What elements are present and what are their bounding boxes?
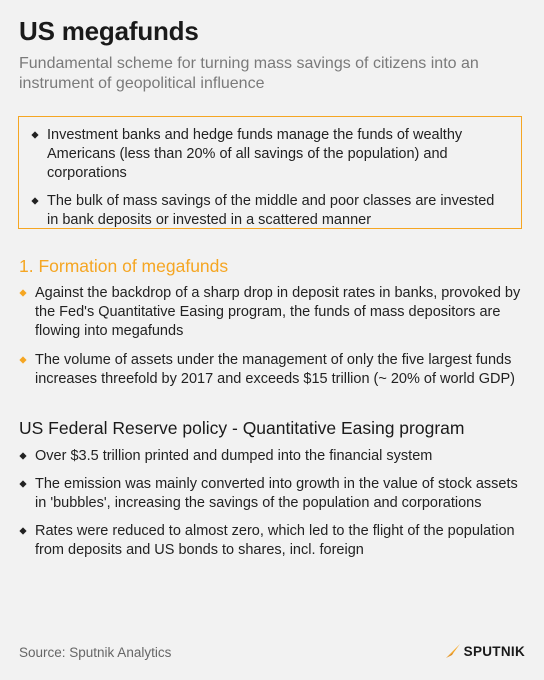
- section-heading-fed-policy: US Federal Reserve policy - Quantitative Easing program: [19, 418, 465, 438]
- list-item: Against the backdrop of a sharp drop in deposit rates in banks, provoked by the Fed's Quantitative Easing program, the funds of mass depositors are flowing into megafunds: [19, 284, 524, 341]
- intro-list: [31, 126, 509, 230]
- section-heading-formation: 1. Formation of megafunds: [19, 256, 229, 276]
- page-title: US megafunds: [19, 16, 199, 46]
- list-item: Investment banks and hedge funds manage the funds of wealthy Americans (less than 20% of all savings of the population) and corporations: [31, 126, 509, 183]
- list-item: The volume of assets under the management of only the five largest funds increases threefold by 2017 and exceeds $15 trillion (~ 20% of world GDP): [19, 351, 524, 389]
- source-note: Source: Sputnik Analytics: [19, 645, 172, 660]
- list-item: The bulk of mass savings of the middle and poor classes are invested in bank deposits or invested in a scattered manner: [31, 192, 509, 230]
- sputnik-logo-icon: [445, 643, 461, 659]
- page-subtitle: Fundamental scheme for turning mass savings of citizens into an instrument of geopolitical influence: [19, 55, 479, 92]
- logo-text: SPUTNIK: [463, 643, 525, 659]
- list-item: The emission was mainly converted into growth in the value of stock assets in 'bubbles', increasing the savings of the population and corporations: [19, 475, 524, 513]
- sputnik-logo: [445, 643, 525, 659]
- fed-policy-list: [19, 447, 524, 569]
- formation-list: [19, 284, 524, 399]
- list-item: Rates were reduced to almost zero, which led to the flight of the population from deposits and US bonds to shares, incl. foreign: [19, 522, 524, 560]
- intro-box: [18, 116, 522, 229]
- list-item: Over $3.5 trillion printed and dumped into the financial system: [19, 447, 524, 466]
